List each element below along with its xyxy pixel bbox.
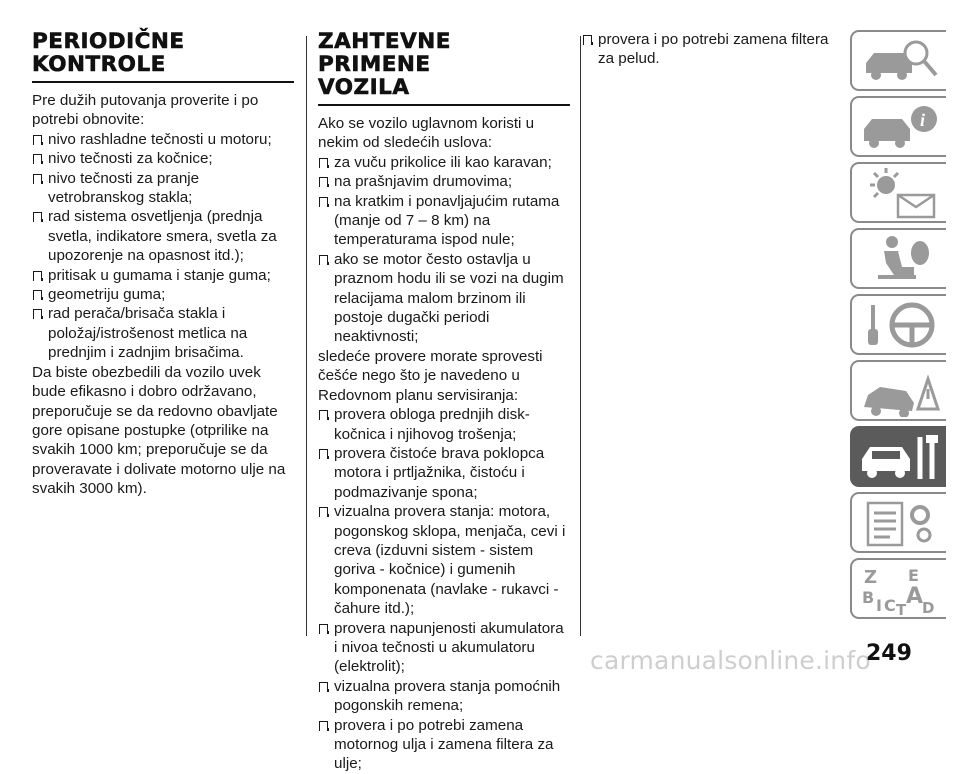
tab-technical-data[interactable] bbox=[850, 492, 946, 553]
list-item: provera napunjenosti akumulatora i nivoa tečnosti u akumulatoru (elektrolit); bbox=[318, 619, 570, 677]
intro-text: Ako se vozilo uglavnom koristi u nekim od sledećih uslova: bbox=[318, 115, 535, 152]
tab-car-search[interactable] bbox=[850, 30, 946, 91]
list-item: nivo tečnosti za kočnice; bbox=[32, 149, 294, 168]
list-item: vizualna provera stanja: motora, pogonskog sklopa, menjača, cevi i creva (izduvni sistem - sistem goriva - kočnice) i gumenih komponenata (navlake - rukavci - čahure itd.); bbox=[318, 502, 570, 618]
list-item: nivo rashladne tečnosti u motoru; bbox=[32, 130, 294, 149]
bullet-icon bbox=[319, 410, 328, 417]
column-periodic-checks bbox=[32, 30, 294, 499]
bullet-icon bbox=[33, 271, 42, 278]
bullet-icon bbox=[33, 154, 42, 161]
index-letter: I bbox=[876, 596, 882, 615]
bullet-icon bbox=[33, 174, 42, 181]
heading-demanding-use: ZAHTEVNE PRIMENE VOZILA bbox=[318, 29, 451, 100]
technical-data-icon bbox=[858, 497, 942, 549]
index-letter: D bbox=[922, 599, 935, 615]
bullet-icon bbox=[583, 35, 592, 42]
intro-text: Pre dužih putovanja proverite i po potrebi obnovite: bbox=[32, 92, 259, 129]
tab-car-info[interactable] bbox=[850, 96, 946, 157]
list-item: na kratkim i ponavljajućim rutama (manje od 7 – 8 km) na temperaturama ispod nule; bbox=[318, 192, 570, 250]
warning-light-message-icon bbox=[858, 167, 942, 219]
list-item: pritisak u gumama i stanje guma; bbox=[32, 266, 294, 285]
tab-warning-lights[interactable] bbox=[850, 162, 946, 223]
index-letter: C bbox=[884, 596, 896, 615]
list-item: nivo tečnosti za pranje vetrobranskog stakla; bbox=[32, 169, 294, 208]
index-letter: Z bbox=[864, 567, 878, 588]
key-steering-wheel-icon bbox=[858, 299, 942, 351]
bullet-icon bbox=[319, 449, 328, 456]
tab-safety[interactable] bbox=[850, 228, 946, 289]
bullet-icon bbox=[319, 507, 328, 514]
bullet-icon bbox=[319, 197, 328, 204]
bullet-icon bbox=[33, 212, 42, 219]
list-item: za vuču prikolice ili kao karavan; bbox=[318, 153, 570, 172]
bullet-icon bbox=[319, 721, 328, 728]
column-continued bbox=[582, 30, 840, 69]
svg-text:i: i bbox=[920, 110, 926, 130]
bullet-icon bbox=[33, 309, 42, 316]
index-letter: A bbox=[906, 584, 924, 609]
list-item: rad perača/brisača stakla i položaj/istrošenost metlica na prednjim i zadnjim brisačima. bbox=[32, 304, 294, 362]
list-item: na prašnjavim drumovima; bbox=[318, 172, 570, 191]
list-item: rad sistema osvetljenja (prednja svetla, indikatore smera, svetla za upozorenje na opasnost itd.); bbox=[32, 207, 294, 265]
heading-periodic-checks: PERIODIČNE KONTROLE bbox=[32, 29, 185, 77]
bullet-icon bbox=[319, 624, 328, 631]
list-item: provera i po potrebi zamena motornog ulja i zamena filtera za ulje; bbox=[318, 716, 570, 774]
airbag-seat-icon bbox=[858, 233, 942, 285]
tab-index[interactable] bbox=[850, 558, 946, 619]
watermark: carmanualsonline.info bbox=[590, 646, 871, 675]
column-divider bbox=[306, 36, 307, 636]
outro-text: Da biste obezbedili da vozilo uvek bude efikasno i dobro održavano, preporučuje se da redovno obavljate gore opisane postupke (otprilike na svakih 1000 km; preporučuje se da proveravate i dolivate motorno ulje na svakih 3000 km). bbox=[32, 363, 286, 498]
list-item: provera obloga prednjih disk-kočnica i njihovog trošenja; bbox=[318, 405, 570, 444]
bullet-icon bbox=[319, 682, 328, 689]
list-item: provera i po potrebi zamena filtera za pelud. bbox=[582, 30, 840, 69]
list-item: provera čistoće brava poklopca motora i prtljažnika, čistoću i podmazivanje spona; bbox=[318, 444, 570, 502]
heading-underline bbox=[32, 81, 294, 83]
column-divider bbox=[580, 36, 581, 636]
car-search-icon bbox=[858, 35, 942, 87]
index-letter: E bbox=[908, 566, 919, 585]
car-maintenance-icon bbox=[858, 431, 942, 483]
tab-starting-driving[interactable] bbox=[850, 294, 946, 355]
index-letter: B bbox=[862, 588, 875, 607]
bullet-icon bbox=[319, 177, 328, 184]
list-item: geometriju guma; bbox=[32, 285, 294, 304]
column-demanding-use bbox=[318, 30, 570, 774]
list-item: vizualna provera stanja pomoćnih pogonskih remena; bbox=[318, 677, 570, 716]
middle-text: sledeće provere morate sprovesti češće nego što je navedeno u Redovnom planu servisiranja: bbox=[318, 347, 543, 404]
bullet-icon bbox=[319, 158, 328, 165]
page-number: 249 bbox=[866, 641, 912, 666]
tab-maintenance[interactable] bbox=[850, 426, 946, 487]
heading-underline bbox=[318, 104, 570, 106]
car-info-icon bbox=[858, 101, 942, 153]
bullet-icon bbox=[319, 255, 328, 262]
list-item: ako se motor često ostavlja u praznom hodu ili se vozi na dugim relacijama malom brzinom ili postoje dugački periodi neaktivnosti; bbox=[318, 250, 570, 347]
alphabetical-index-icon bbox=[858, 563, 942, 615]
tab-emergency[interactable] bbox=[850, 360, 946, 421]
bullet-icon bbox=[33, 135, 42, 142]
index-letter: T bbox=[896, 601, 907, 615]
bullet-icon bbox=[33, 290, 42, 297]
car-accident-icon bbox=[858, 365, 942, 417]
